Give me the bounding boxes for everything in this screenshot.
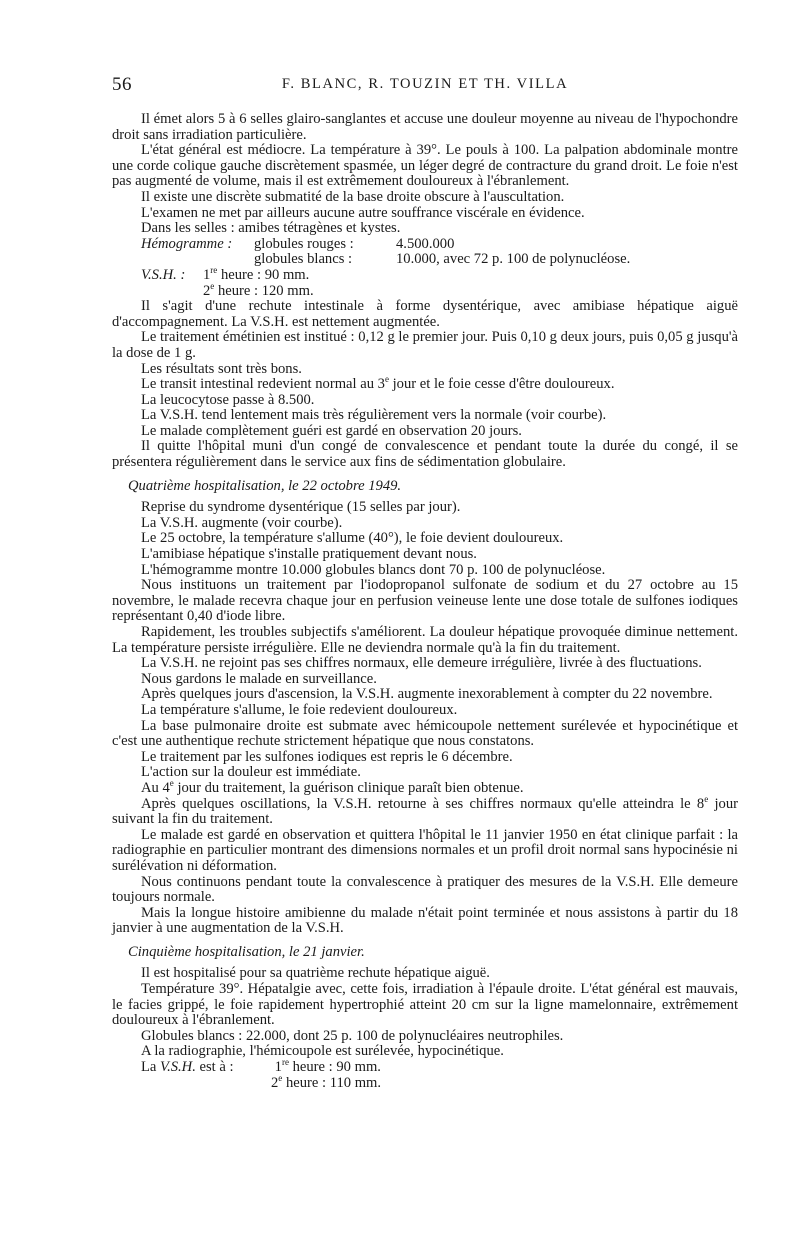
paragraph: L'amibiase hépatique s'installe pratiquement devant nous. [141, 546, 477, 563]
paragraph: L'hémogramme montre 10.000 globules blancs dont 70 p. 100 de polynucléose. [141, 561, 606, 578]
paragraph: Le malade est gardé en observation et quittera l'hôpital le 11 janvier 1950 en état clinique parfait : la radiographie en particulier montrant des dimensions normales et un profil droit normal sans hypocinésie ni surélévation ni déformation. [112, 826, 738, 874]
vsh-second-hour: 2e heure : 120 mm. [203, 280, 314, 299]
paragraph: Rapidement, les troubles subjectifs s'améliorent. La douleur hépatique provoquée diminue nettement. La température persiste irrégulière. Elle ne deviendra normale qu'à la fin du traitement. [112, 624, 738, 656]
hemogramme-item-value: 10.000, avec 72 p. 100 de polynucléose. [396, 251, 631, 268]
paragraph: Le 25 octobre, la température s'allume (40°), le foie devient douloureux. [141, 530, 564, 547]
paragraph: La V.S.H. augmente (voir courbe). [141, 514, 343, 531]
hemogramme-label: Hémogramme : [141, 235, 233, 252]
section-heading: Cinquième hospitalisation, le 21 janvier. [128, 943, 365, 960]
paragraph: Reprise du syndrome dysentérique (15 selles par jour). [141, 499, 461, 516]
running-head: F. BLANC, R. TOUZIN ET TH. VILLA [281, 76, 569, 92]
paragraph: Le traitement émétinien est institué : 0,12 g le premier jour. Puis 0,10 g deux jours, puis 0,05 g jusqu'à la dose de 1 g. [112, 329, 738, 361]
paragraph: Nous continuons pendant toute la convalescence à pratiquer des mesures de la V.S.H. Elle demeure toujours normale. [112, 873, 738, 906]
paragraph: Température 39°. Hépatalgie avec, cette fois, irradiation à l'épaule droite. L'état général est mauvais, le facies grippé, le foie rapidement hypertrophié atteint 20 cm sur la ligne mamelonnaire, extrêmement douloureux à l'ébranlement. [112, 981, 738, 1029]
paragraph: L'état général est médiocre. La température à 39°. Le pouls à 100. La palpation abdominale montre une corde colique gauche discrètement spasmée, un léger degré de contracture du grand droit. Le foie n'est pas augmenté de volume, mais il est extrêmement douloureux à l'ébranlement. [112, 142, 738, 190]
vsh-label: V.S.H. : [141, 266, 186, 283]
paragraph: La température s'allume, le foie redevient douloureux. [141, 701, 458, 718]
vsh-final-block: La V.S.H. est à : 1re heure : 90 mm. 2e heure : 110 mm. [141, 1057, 382, 1091]
section-heading: Quatrième hospitalisation, le 22 octobre 1949. [128, 477, 402, 494]
hemogramme-item-name: globules blancs : [254, 251, 353, 268]
paragraph: Il s'agit d'une rechute intestinale à forme dysentérique, avec amibiase hépatique aiguë d'accompagnement. La V.S.H. est nettement augmentée. [112, 298, 738, 330]
paragraph: Les résultats sont très bons. [141, 360, 302, 377]
vsh-label: V.S.H. [160, 1059, 196, 1076]
paragraph: Il est hospitalisé pour sa quatrième rechute hépatique aiguë. [141, 965, 490, 982]
paragraph: Globules blancs : 22.000, dont 25 p. 100 de polynucléaires neutrophiles. [141, 1027, 564, 1044]
vsh-block [141, 265, 738, 299]
paragraph: Dans les selles : amibes tétragènes et kystes. [141, 220, 401, 237]
hemogramme-block [141, 237, 738, 268]
paragraph: Après quelques oscillations, la V.S.H. retourne à ses chiffres normaux qu'elle atteindra le 8e jour suivant la fin du traitement. [112, 793, 738, 828]
paragraph: Le transit intestinal redevient normal au 3e jour et le foie cesse d'être douloureux. [141, 374, 615, 393]
paragraph: Il existe une discrète submatité de la base droite obscure à l'auscultation. [141, 188, 565, 205]
paragraph: Nous gardons le malade en surveillance. [141, 670, 377, 687]
paragraph: Il quitte l'hôpital muni d'un congé de convalescence et pendant toute la durée du congé, il se présentera régulièrement dans le service aux fins de sédimentation globulaire. [112, 438, 738, 471]
paragraph: Au 4e jour du traitement, la guérison clinique paraît bien obtenue. [141, 778, 524, 796]
page-number: 56 [112, 74, 132, 95]
paragraph: La leucocytose passe à 8.500. [141, 391, 315, 408]
body-text [112, 112, 738, 1091]
paragraph: La V.S.H. tend lentement mais très régulièrement vers la normale (voir courbe). [141, 407, 607, 424]
vsh-second-hour: 2e heure : 110 mm. [271, 1072, 382, 1091]
paragraph: Nous instituons un traitement par l'iodopropanol sulfonate de sodium et du 27 octobre au 15 novembre, le malade recevra chaque jour en perfusion veineuse lente une dose totale de sulfones iodiques représentant 0,40 d'iode libre. [112, 577, 738, 625]
paragraph: A la radiographie, l'hémicoupole est surélevée, hypocinétique. [141, 1043, 504, 1060]
paragraph: Le malade complètement guéri est gardé en observation 20 jours. [141, 422, 522, 439]
page-header [112, 74, 738, 98]
paragraph: Mais la longue histoire amibienne du malade n'était point terminée et nous assistons à partir du 18 janvier à une augmentation de la V.S.H. [112, 904, 738, 937]
paragraph: La base pulmonaire droite est submate avec hémicoupole nettement surélevée et hypocinétique et c'est une authentique rechute strictement hépatique que nous constatons. [112, 717, 738, 750]
paragraph: L'examen ne met par ailleurs aucune autre souffrance viscérale en évidence. [141, 204, 585, 221]
paragraph: Il émet alors 5 à 6 selles glairo-sanglantes et accuse une douleur moyenne au niveau de l'hypochondre droit sans irradiation particulière. [112, 111, 738, 143]
paragraph: Après quelques jours d'ascension, la V.S.H. augmente inexorablement à compter du 22 novembre. [141, 686, 713, 703]
vsh-first-hour: 1re heure : 90 mm. [203, 265, 310, 283]
hemogramme-item-name: globules rouges : [254, 235, 354, 252]
paragraph: Le traitement par les sulfones iodiques est repris le 6 décembre. [141, 748, 513, 765]
paragraph: La V.S.H. ne rejoint pas ses chiffres normaux, elle demeure irrégulière, livrée à des fluctuations. [141, 655, 702, 672]
paragraph: L'action sur la douleur est immédiate. [141, 764, 361, 781]
vsh-first-hour: 1re heure : 90 mm. [271, 1057, 381, 1076]
hemogramme-item-value: 4.500.000 [396, 235, 455, 252]
